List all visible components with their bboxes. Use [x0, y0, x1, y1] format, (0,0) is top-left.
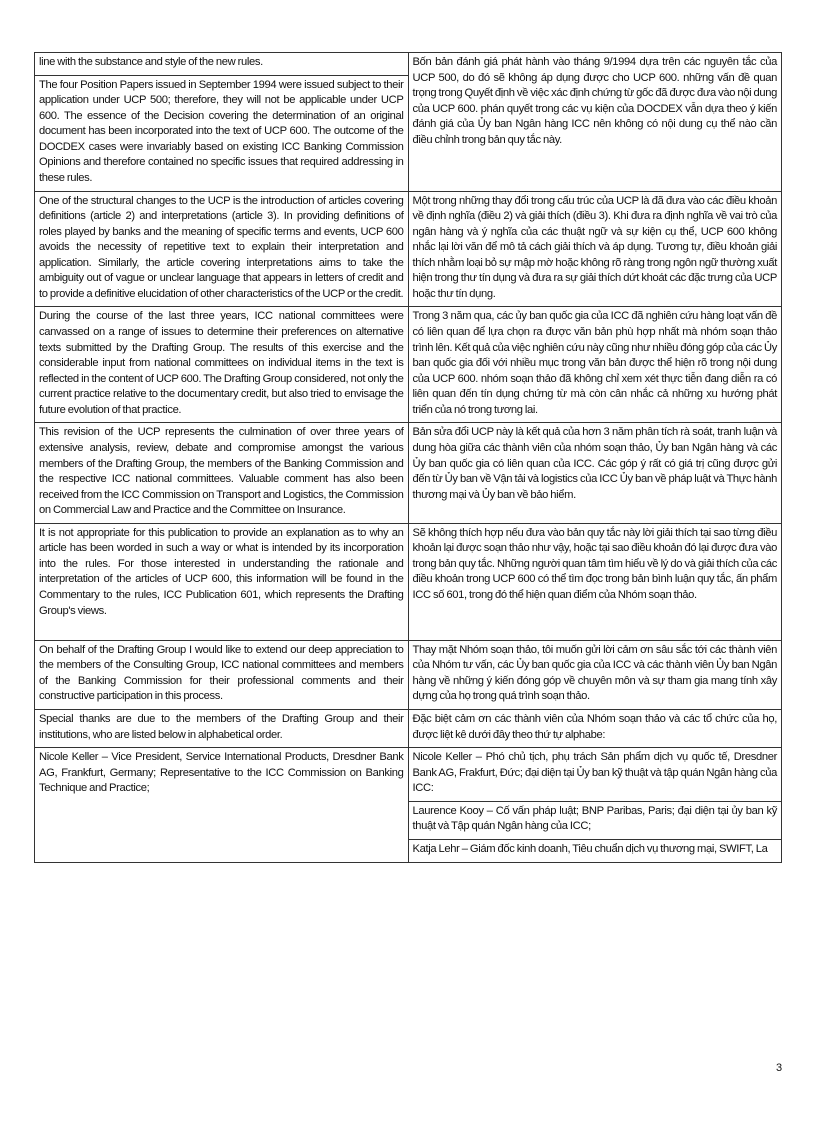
vietnamese-cell: Katja Lehr – Giám đốc kinh doanh, Tiêu chuẩn dịch vụ thương mại, SWIFT, La [408, 839, 782, 862]
table-row [35, 307, 782, 423]
vietnamese-cell: Laurence Kooy – Cố vấn pháp luật; BNP Paribas, Paris; đại diện tại ủy ban kỹ thuật và Tập quán Ngân hàng của ICC; [408, 801, 782, 839]
english-cell: On behalf of the Drafting Group I would like to extend our deep appreciation to the members of the Consulting Group, ICC national committees and members of the Banking Commission for their professional comments and their constructive participation in this process. [35, 640, 409, 709]
page-number: 3 [776, 1062, 783, 1074]
vietnamese-cell: Sẽ không thích hợp nếu đưa vào bản quy tắc này lời giải thích tại sao từng điều khoản lại được soạn thảo như vậy, hoặc tại sao điều khoản đó lại được đưa vào trong bản quy tắc. Những người quan tâm tìm hiểu về lý do và giải thích của các điều khoản trong UCP 600 có thể tìm đọc trong bản bình luận quy tắc, ấn phẩm ICC số 601, trong đó thể hiện quan điểm của Nhóm soạn thảo. [408, 523, 782, 640]
vietnamese-cell: Nicole Keller – Phó chủ tịch, phụ trách Sản phẩm dịch vụ quốc tế, Dresdner Bank AG, Frakfurt, Đức; đại diện tại Ủy ban kỹ thuật và tập quán Ngân hàng của ICC: [408, 748, 782, 802]
english-cell: It is not appropriate for this publication to provide an explanation as to why an article has been worded in such a way or what is intended by its incorporation into the rules. For those interested in understanding the rationale and interpretation of the articles of UCP 600, this information will be found in the Commentary to the rules, ICC Publication 601, which represents the Drafting Group's views. [35, 523, 409, 640]
vietnamese-cell: Bốn bản đánh giá phát hành vào tháng 9/1994 dựa trên các nguyên tắc của UCP 500, do đó sẽ không áp dụng được cho UCP 600. những vấn đề quan trọng trong Quyết định về việc xác định chứng từ gốc đã được đưa vào nội dung của UCP 600. phán quyết trong các vụ kiện của DOCDEX vẫn dựa theo ý kiến đánh giá của Ủy ban Ngân hàng ICC nên không có nội dung cụ thể nào cần điều chỉnh trong bản quy tắc này. [408, 53, 782, 192]
vietnamese-cell: Đặc biệt cảm ơn các thành viên của Nhóm soạn thảo và các tổ chức của họ, được liệt kê dưới đây theo thứ tự alphabe: [408, 710, 782, 748]
table-row [35, 53, 782, 76]
english-cell: Special thanks are due to the members of the Drafting Group and their institutions, who are listed below in alphabetical order. [35, 710, 409, 748]
vietnamese-cell: Một trong những thay đổi trong cấu trúc của UCP là đã đưa vào các điều khoản về định nghĩa (điều 2) và giải thích (điều 3). Khi đưa ra định nghĩa về vai trò của ngân hàng và ý nghĩa của các thuật ngữ và sự kiện cụ thể, UCP 600 không nhắc lại lời văn để mô tả cách giải thích và áp dụng. Tương tự, điều khoản giải thích nhằm loại bỏ sự mập mờ hoặc không rõ ràng trong ngôn ngữ thường xuất hiện trong thư tín dụng và đưa ra sự giải thích dứt khoát các đặc trưng của UCP hoặc thư tín dụng. [408, 191, 782, 307]
english-cell: line with the substance and style of the new rules. [35, 53, 409, 76]
english-cell: This revision of the UCP represents the culmination of over three years of extensive analysis, review, debate and compromise amongst the various members of the Drafting Group, the members of the Banking Commission and the respective ICC national committees. Valuable comment has also been received from the ICC Commission on Transport and Logistics, the Commission on Commercial Law and Practice and the Committee on Insurance. [35, 423, 409, 523]
vietnamese-cell: Trong 3 năm qua, các ủy ban quốc gia của ICC đã nghiên cứu hàng loạt vấn đề có liên quan để lựa chọn ra được văn bản phù hợp nhất mà nhóm soạn thảo trình lên. Kết quả của việc nghiên cứu này cũng như nhiều đóng góp của các Ủy ban quốc gia đối với nhiều mục trong văn bản được thể hiện rõ trong nội dung của UCP 600. nhóm soạn thảo đã không chỉ xem xét thực tiễn đang diễn ra có liên quan đến tín dụng chứng từ mà còn cân nhắc cả những xu hướng phát triển của nó trong tương lai. [408, 307, 782, 423]
table-row [35, 191, 782, 307]
table-row [35, 748, 782, 802]
table-row [35, 640, 782, 709]
vietnamese-cell: Bản sửa đổi UCP này là kết quả của hơn 3 năm phân tích rà soát, tranh luận và dung hòa giữa các thành viên của nhóm soạn thảo, Ủy ban Ngân hàng và các Ủy ban quốc gia có liên quan của ICC. Các góp ý rất có giá trị cũng được gửi đến từ Ủy ban về Vận tải và logistics của ICC Ủy ban về pháp luật và Thực hành thương mại và Ủy ban về bảo hiểm. [408, 423, 782, 523]
bilingual-text-table [34, 52, 782, 863]
vietnamese-cell: Thay mặt Nhóm soạn thảo, tôi muốn gửi lời cảm ơn sâu sắc tới các thành viên của Nhóm tư vấn, các Ủy ban quốc gia của ICC và các thành viên Ủy ban Ngân hàng về những ý kiến đóng góp về chuyên môn và sự tham gia mang tính xây dựng của họ trong quá trình soạn thảo. [408, 640, 782, 709]
english-cell: During the course of the last three years, ICC national committees were canvassed on a range of issues to determine their preferences on alternative texts submitted by the Drafting Group. The results of this exercise and the considerable input from national committees on individual items in the text is reflected in the content of UCP 600. The Drafting Group considered, not only the current practice relative to the documentary credit, but also tried to envisage the future evolution of that practice. [35, 307, 409, 423]
english-cell: The four Position Papers issued in September 1994 were issued subject to their application under UCP 500; therefore, they will not be applicable under UCP 600. The essence of the Decision covering the determination of an original document has been incorporated into the text of UCP 600. The outcome of the DOCDEX cases were invariably based on existing ICC Banking Commission Opinions and therefore contained no specific issues that required addressing in these rules. [35, 75, 409, 191]
english-cell: One of the structural changes to the UCP is the introduction of articles covering definitions (article 2) and interpretations (article 3). In providing definitions of roles played by banks and the meaning of specific terms and events, UCP 600 avoids the necessity of repetitive text to explain their interpretation and application. Similarly, the article covering interpretations aims to take the ambiguity out of vague or unclear language that appears in letters of credit and to provide a definitive elucidation of other characteristics of the UCP or the credit. [35, 191, 409, 307]
table-row [35, 423, 782, 523]
table-row [35, 523, 782, 640]
english-cell: Nicole Keller – Vice President, Service International Products, Dresdner Bank AG, Frankfurt, Germany; Representative to the ICC Commission on Banking Technique and Practice; [35, 748, 409, 862]
table-row [35, 710, 782, 748]
